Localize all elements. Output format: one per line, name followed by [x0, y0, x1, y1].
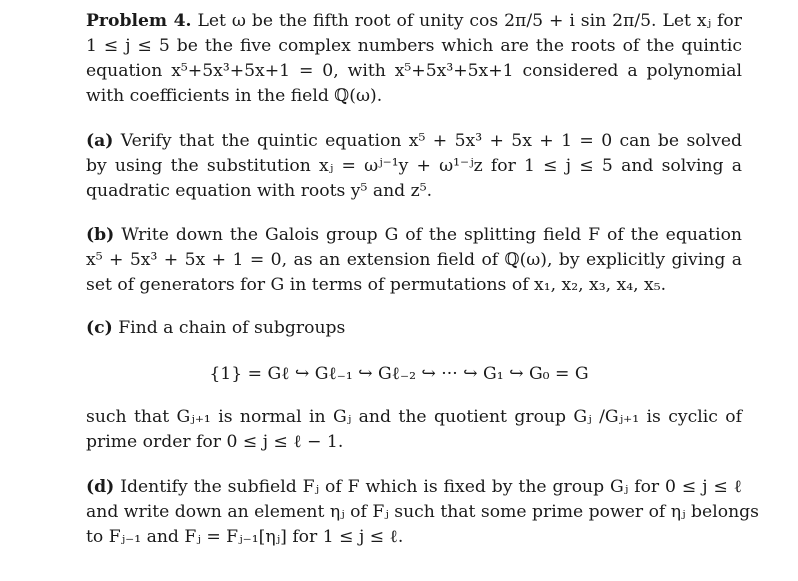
part-d-line-3: to Fⱼ₋₁ and Fⱼ = Fⱼ₋₁[ηⱼ] for 1 ≤ j ≤ ℓ. [86, 527, 404, 547]
problem-line-3: equation x⁵+5x³+5x+1 = 0, with x⁵+5x³+5x+1 considered a polynomial [86, 61, 742, 81]
problem-line-1: Problem 4. Let ω be the fifth root of unity cos 2π/5 + i sin 2π/5. Let xⱼ for [86, 11, 742, 31]
part-d [86, 475, 759, 550]
part-b-label: (b) [86, 225, 115, 245]
part-b-line-1: (b) Write down the Galois group G of the splitting field F of the equation [86, 225, 742, 245]
part-c [86, 316, 742, 341]
part-c-label: (c) [86, 318, 113, 338]
part-b-line-2: x⁵ + 5x³ + 5x + 1 = 0, as an extension field of ℚ(ω), by explicitly giving a [86, 250, 742, 270]
part-c-after-line-1: such that Gⱼ₊₁ is normal in Gⱼ and the quotient group Gⱼ /Gⱼ₊₁ is cyclic of [86, 407, 742, 427]
part-d-line-1: (d) Identify the subfield Fⱼ of F which is fixed by the group Gⱼ for 0 ≤ j ≤ ℓ [86, 477, 742, 497]
part-a-line-1: (a) Verify that the quintic equation x⁵ + 5x³ + 5x + 1 = 0 can be solved [86, 131, 742, 151]
part-a-line-3: quadratic equation with roots y⁵ and z⁵. [86, 181, 433, 201]
part-c-after-line-2: prime order for 0 ≤ j ≤ ℓ − 1. [86, 432, 344, 452]
part-c-line-1: (c) Find a chain of subgroups [86, 318, 346, 338]
problem-label: Problem 4. [86, 11, 192, 31]
part-a-label: (a) [86, 131, 114, 151]
part-d-line-2: and write down an element ηⱼ of Fⱼ such that some prime power of ηⱼ belongs [86, 502, 759, 522]
problem-line-2: 1 ≤ j ≤ 5 be the five complex numbers which are the roots of the quintic [86, 36, 742, 56]
part-d-label: (d) [86, 477, 115, 497]
problem-statement [86, 9, 742, 109]
part-c-continued [86, 405, 742, 455]
part-b [86, 223, 742, 298]
subgroup-chain-equation: {1} = Gℓ ↪ Gℓ₋₁ ↪ Gℓ₋₂ ↪ ··· ↪ G₁ ↪ G₀ = G [209, 364, 589, 384]
part-a-line-2: by using the substitution xⱼ = ωʲ⁻¹y + ω¹⁻ʲz for 1 ≤ j ≤ 5 and solving a [86, 156, 742, 176]
part-a [86, 129, 742, 204]
problem-line-4: with coefficients in the field ℚ(ω). [86, 86, 383, 106]
part-b-line-3: set of generators for G in terms of permutations of x₁, x₂, x₃, x₄, x₅. [86, 275, 667, 295]
